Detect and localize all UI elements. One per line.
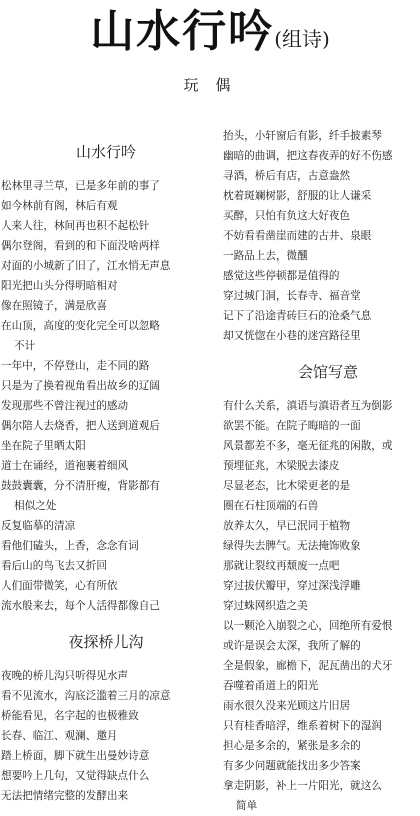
- poem-line: 偶尔登阁，看到的和下面没啥两样: [1, 240, 160, 252]
- section-title-qiaoergou: 夜探桥儿沟: [68, 633, 144, 651]
- poem-line: 反复临摹的清凉: [1, 520, 76, 532]
- poem-line: 坐在院子里晒太阳: [1, 440, 86, 452]
- poem-line: 鼓鼓囊囊，分不清肝瘦，背影都有: [1, 480, 160, 492]
- poem-line: 记下了沿途青砖巨石的沧桑气息: [223, 310, 372, 322]
- poem-line: 看后山的鸟飞去又折回: [1, 560, 107, 572]
- poem-line: 风景都差不多，毫无征兆的闲散，或: [223, 440, 393, 452]
- poem-line: 偶尔陪人去烧香，把人送到道观后: [1, 420, 160, 432]
- right-column: [223, 126, 420, 816]
- poem-line: 吞噬着甬道上的阳光: [223, 680, 319, 692]
- poem-line: 看他们磕头，上香，念念有词: [1, 540, 139, 552]
- section-title-shanshui: 山水行吟: [75, 143, 136, 161]
- poem-line: 一年中，不停登山，走不同的路: [1, 360, 150, 372]
- poem-line: 像在照镜子，满是欣喜: [1, 300, 107, 312]
- poem-line: 道士在诵经，道袍裹着细风: [1, 460, 129, 472]
- poem-line: 不计: [14, 340, 36, 352]
- poem-line: 桥能看见，名字起的也极雅致: [1, 710, 139, 722]
- poem-line: 在山顶，高度的变化完全可以忽略: [1, 320, 160, 332]
- poem-line: 人来人往，林间再也积不起松针: [1, 220, 150, 232]
- poem-line: 一路品上去，微醺: [223, 250, 308, 262]
- poem-line: 发现那些不曾注视过的感动: [1, 400, 129, 412]
- poem-line: 流水般来去，每个人活得都像自己: [1, 600, 160, 612]
- poem-line: 感觉这些停顿都是值得的: [223, 270, 340, 282]
- poem-line: 买醉，只怕有负这大好夜色: [223, 210, 351, 222]
- poem-line: 枕着斑斓树影，舒服的让人谦采: [223, 190, 372, 202]
- poem-line: 阳光把山头分得明暗相对: [1, 280, 118, 292]
- poem-line: 欲罢不能。在院子晦暗的一面: [223, 420, 361, 432]
- poem-line: 却又恍惚在小巷的迷宫路径里: [223, 330, 361, 342]
- poem-line: 有什么关系，滇语与滇语者互为倒影: [223, 400, 393, 412]
- poem-line: 简单: [236, 800, 258, 812]
- poem-line: 担心是多余的，紧张是多余的: [223, 740, 361, 752]
- poem-line: 松林里寻兰草，已是多年前的事了: [1, 180, 160, 192]
- poem-line: 只是为了换着视角看出故乡的辽阔: [1, 380, 160, 392]
- section-body-qiaoergou-continued: [223, 126, 420, 346]
- poem-line: 抬头，小轩窗后有影，纤手披素琴: [223, 130, 382, 142]
- poem-title: 山水行吟: [90, 6, 275, 57]
- poem-line: 放养太久，早已泯同于植物: [223, 520, 351, 532]
- poem-line: 尽显老态，比木梁更老的是: [223, 480, 351, 492]
- section-title-huiguan: 会馆写意: [297, 363, 358, 381]
- poem-line: 圈在石柱顶端的石兽: [223, 500, 319, 512]
- section-body-shanshui: [1, 176, 211, 616]
- poem-line: 穿过拔伏瓣甲，穿过深浅浮雕: [223, 580, 361, 592]
- poem-line: 穿过蛛网织造之美: [223, 600, 308, 612]
- poem-line: 无法把情绪完整的发酵出来: [1, 790, 129, 802]
- poem-line: 踏上桥面，脚下就生出曼妙诗意: [1, 750, 150, 762]
- poem-line: 那就让裂纹再颓废一点吧: [223, 560, 340, 572]
- poem-line: 有多少问题就能找出多少答案: [223, 760, 361, 772]
- poem-line: 全是假象，廊檐下，泥瓦凿出的犬牙: [223, 660, 393, 672]
- poem-line: 只有桂香暗浮，维系着树下的湿润: [223, 720, 382, 732]
- poem-line: 雨水很久没来光顾这片旧居: [223, 700, 351, 712]
- poem-line: 长春、临江、观澜、邀月: [1, 730, 118, 742]
- poem-title-block: [0, 4, 420, 60]
- section-body-qiaoergou: [1, 666, 211, 806]
- poem-line: 寻酒，桥后有店，古意盎然: [223, 170, 351, 182]
- poem-line: 相似之处: [14, 500, 57, 512]
- poem-line: 绿得失去脾气。无法掩饰败象: [223, 540, 361, 552]
- poem-line: 对面的小城新了旧了，江水悄无声息: [1, 260, 171, 272]
- poem-line: 人们面带微笑，心有所依: [1, 580, 118, 592]
- author-name: 玩 偶: [183, 76, 237, 94]
- poem-line: 想要吟上几句，又觉得缺点什么: [1, 770, 150, 782]
- section-body-huiguan: [223, 396, 420, 816]
- poem-line: 预埋征兆，木梁脱去漆皮: [223, 460, 340, 472]
- poem-line: 以一颗沦入崩裂之心，回绝所有爱恨: [223, 620, 393, 632]
- poem-title-suffix: (组诗): [274, 27, 330, 51]
- poem-line: 穿过城门洞，长春寺、福音堂: [223, 290, 361, 302]
- poem-line: 夜晚的桥儿沟只听得见水声: [1, 670, 129, 682]
- poem-line: 看不见流水，沟底泛滥着三月的凉意: [1, 690, 171, 702]
- poem-line: 幽暗的曲调，把这春夜弄的好不伤感: [223, 150, 393, 162]
- poem-line: 不妨看看凿崖而建的古井、泉眼: [223, 230, 372, 242]
- poem-line: 拿走阴影，补上一片阳光，就这么: [223, 780, 382, 792]
- left-column: [1, 126, 211, 806]
- poem-line: 或许是误会太深，我所了解的: [223, 640, 361, 652]
- poem-line: 如今林前有阁，林后有观: [1, 200, 118, 212]
